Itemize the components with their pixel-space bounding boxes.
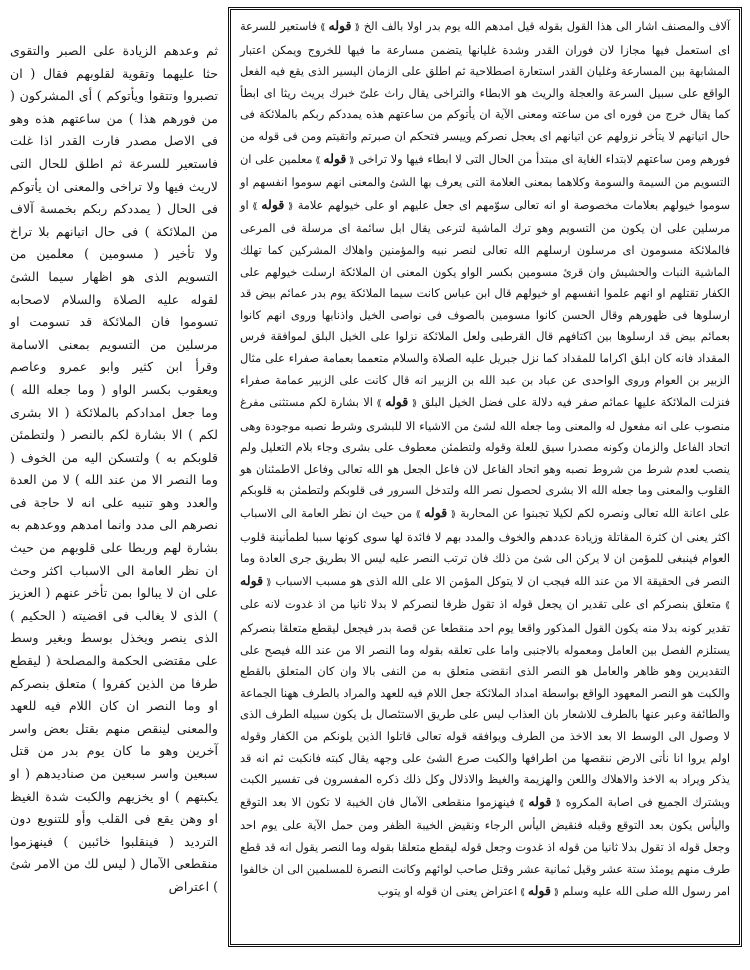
commentary-text: فاستعير للسرعة اى استعمل فيها مجازا لان فوران القدر وشدة غليانها يتضمن مسارعة ما فيها للخروج ويمكن اعتبار المشابهة بين المسارعة وغليان القدر استعارة اصطلاحية ثم اطلق على الزمان اليسير الذى يقع فيه الفعل الواقع على سبيل السرعة والعجلة والريث هو الابطاء والتراخى يقال راث علىّ خبرك يريث ريثا اى ابطأ كما يقال خرج من فوره اى من ساعته ومعنى الآية ان يأتوكم من ساعتهم هذه يمددكم ربكم بالملائكة فى حال اتيانهم لا يتأخر نزولهم عن اتيانهم اى يعجل نصركم وييسر فتحكم ان صبرتم واتقيتم ومن فى قوله من فورهم ومن ساعتهم لابتداء الغاية اى مبتدأ من الحال التى لا ابطاء فيها ولا تراخى <box>240 20 730 166</box>
margin-commentary <box>10 40 218 899</box>
commentary-keyword: قوله <box>385 394 409 410</box>
margin-commentary-text: ثم وعدهم الزيادة على الصبر والتقوى حثا عليهما وتقوية لقلوبهم فقال ( ان تصبروا وتتقوا ويأتوكم ) أى المشركون ( من فورهم هذا ) من ساعتهم هذه وهو فى الاصل مصدر فارت القدر اذا غلت فاستعير للسرعة ثم اطلق للحال التى لاريث فيها ولا تراخى والمعنى ان يأتوكم فى الحال ( يمددكم ربكم بخمسة آلاف من الملائكة ) فى حال اتيانهم بلا تراخ ولا تأخير ( مسومين ) معلمين من التسويم الذى هو اظهار سيما الشئ لقوله عليه الصلاة والسلام لاصحابه تسوموا فان الملائكة قد تسومت او مرسلين من التسويم بمعنى الاسامة وقرأ ابن كثير وابو عمرو وعاصم ويعقوب بكسر الواو ( وما جعله الله ) وما جعل امدادكم بالملائكة ( الا بشرى لكم ) الا بشارة لكم بالنصر ( ولتطمئن قلوبكم به ) ولتسكن اليه من الخوف ( وما النصر الا من عند الله ) لا من العدة والعدد وهو تنبيه على انه لا حاجة فى نصرهم الى مدد وانما امدهم ووعدهم به بشارة لهم وربطا على قلوبهم من حيث ان نظر العامة الى الاسباب اكثر وحث على ان لا يبالوا بمن تأخر عنهم ( العزيز ) الذى لا يغالب فى اقضيته ( الحكيم ) الذى ينصر ويخذل بوسط وبغير وسط على مقتضى الحكمة والمصلحة ( ليقطع طرفا من الذين كفروا ) متعلق بنصركم او وما النصر ان كان اللام فيه للعهد والمعنى لينقص منهم بقتل بعض واسر آخرين وهو ما كان يوم بدر من قتل سبعين واسر سبعين من صناديدهم ( او يكبتهم ) او يخزيهم والكبت شدة الغيظ او وهن يقع فى القلب وأو للتنويع دون الترديد ( فينقلبوا خائبين ) فينهزموا منقطعى الآمال ( ليس لك من الامر شئ ) اعتراض <box>10 43 218 894</box>
commentary-keyword: قوله <box>323 150 347 166</box>
commentary-keyword: قوله <box>261 196 285 212</box>
ornament-open-icon: ⟪ <box>550 888 559 899</box>
commentary-text: اعتراض يعنى ان قوله او يتوب <box>377 885 518 899</box>
ornament-close-icon: ⟫ <box>721 601 730 612</box>
ornament-close-icon: ⟫ <box>514 798 529 809</box>
ornament-open-icon: ⟪ <box>284 201 294 212</box>
ornament-close-icon: ⟫ <box>412 510 425 521</box>
main-commentary <box>240 15 730 905</box>
commentary-text: آلاف والمصنف اشار الى هذا القول بقوله قيل امدهم الله يوم بدر اولا بالف الخ <box>359 20 730 33</box>
commentary-text: او مرسلين على ان يكون من التسويم وهو ترك الماشية لترعى يقال ابل سائمة اى مرسلة فى المرعى فالملائكة مسومون اى مرسلون ارسلهم الله تعالى لنصر نبيه والمؤمنين واهلاك المشركين كما تهلك الماشية النبات والحشيش وان قرئ مسومين بكسر الواو يكون المعنى ان الملائكة ارسلت خيولهم على الكفار تقتلهم او انهم علموا انفسهم او خيولهم قال ابن عباس كانت سيما الملائكة يوم بدر عمائم بيض قد ارسلوها فى ظهورهم وقال الحسن كانوا مسومين بالصوف فى نواصى الخيل واذنابها وروى انهم كانوا بعمائم بيض قد ارسلوها بين اكتافهم قال القرطبى ولعل الملائكة نزلوا على الخيل البلق لموافقة فرس المقداد فانه كان ابلق اكراما للمقداد كما نزل جبريل عليه الصلاة والسلام متعمما بعمامة صفراء على مثال الزبير بن العوام وروى الواحدى عن عباد بن عبد الله بن الزبير انه قال كانت على الزبير عمامة صفراء فنزلت الملائكة عليها عمائم صفر فيه دلالة على فضل الخيل البلق <box>240 198 730 410</box>
ornament-close-icon: ⟫ <box>312 155 324 166</box>
ornament-close-icon: ⟫ <box>372 399 386 410</box>
commentary-keyword: قوله <box>527 883 551 899</box>
ornament-open-icon: ⟪ <box>551 798 561 809</box>
commentary-keyword: قوله <box>328 18 352 33</box>
ornament-close-icon: ⟫ <box>317 23 329 33</box>
ornament-open-icon: ⟪ <box>351 23 360 33</box>
commentary-text: فينهزموا منقطعى الآمال فان الخيبة لا تكون الا بعد التوقع واليأس يكون بعد التوقع وقبله فنقيض اليأس الرجاء ونقيض الخيبة الظفر ومن حمل الآية على يوم احد وجعل قوله اذ تقول بدلا ثانيا من قوله اذ غدوت وجعل قوله ليقطع متعلقا بقوله وما النصر يقول انه قد قطع طرف منهم يومئذ ستة عشر وقيل ثمانية عشر وقتل صاحب لوائهم وكانت النصرة للمسلمين الى ان خالفوا امر رسول الله صلى الله عليه وسلم <box>240 795 730 899</box>
commentary-text: الا بشارة لكم مستثنى مفرغ منصوب على انه مفعول له والمعنى وما جعله الله لشئ من الاشياء الا للبشرى وشرط نصبه موجودة وهى اتحاد الفاعل والزمان وكونه مصدرا سيق للعلة وقوله ولتطمئن معطوف على بشرى وجاء بلام التعليل ولم ينصب لعدم شرط من شروط نصبه وهو اتحاد الفاعل لان فاعل الجعل هو الله تعالى وفاعل الاطمئنان هو القلوب والمعنى وما جعله الله الا بشرى لحصول نصر الله ولتدخل السرور فى قلوبكم ولتطمئن به قلوبكم على اعانة الله تعالى ونصره لكم لكيلا تجبنوا عن المحاربة <box>240 396 731 521</box>
main-text-frame <box>228 7 742 947</box>
commentary-text: من حيث ان نظر العامة الى الاسباب اكثر يعنى ان كثرة المقاتلة وزيادة عددهم والخوف والمدد بهم لا فائدة لها سوى كونها سببا لطمأنينة قلوب العوام فينبغى للمؤمن ان لا يركن الى شئ من ذلك فان ترتب النصر عليه ليس الا بطريق جرى العادة وما النصر فى الحقيقة الا من عند الله فيجب ان لا يتوكل المؤمن الا على الله الذى هو مسبب الاسباب <box>240 507 730 588</box>
main-commentary-paragraph <box>240 15 730 905</box>
ornament-open-icon: ⟪ <box>447 510 456 521</box>
commentary-text: معلمين على ان التسويم من السيمة والسومة وكلاهما بمعنى العلامة التى يعرف بها الشئ والمعنى انهم سوموا انفسهم او سوموا خيولهم بعلامات مخصوصة او انه تعالى سوّمهم اى جعل عليهم او على خيولهم علامة <box>240 152 730 212</box>
ornament-close-icon: ⟫ <box>248 201 262 212</box>
ornament-close-icon: ⟫ <box>517 888 528 899</box>
commentary-keyword: قوله <box>528 793 552 809</box>
ornament-open-icon: ⟪ <box>346 155 355 166</box>
commentary-keyword: قوله <box>240 572 264 588</box>
ornament-open-icon: ⟪ <box>263 577 272 588</box>
ornament-open-icon: ⟪ <box>408 399 417 410</box>
commentary-keyword: قوله <box>424 505 448 521</box>
commentary-text: متعلق بنصركم اى على تقدير ان يجعل قوله اذ تقول ظرفا لنصركم لا بدلا ثانيا من اذ غدوت لانه على تقدير كونه بدلا منه يكون القول المذكور واقعا يوم احد منقطعا عن قصة بدر فيجعل ليقطع متعلقا بنصركم يستلزم الفصل بين العامل ومعموله بالاجنبى واما على تعلقه بقوله وما النصر الا من عند الله فيصح على التقديرين وهو ظاهر والعامل هو النصر الذى انقضى متعلق به من النفى بالا وان كان المتعلق بالقطع والكبت هو النصر المعهود الواقع بواسطة امداد الملائكة جعل اللام فيه للعهد والمراد بالطرف ههنا الجماعة والطائفة وعبر عنها بالطرف للاشعار بان العذاب ليس على طريق الاستئصال بل يكون سبيله الطرف الذى لا وصول الى الوسط الا بعد الاخذ من الطرف ويوافقه قوله تعالى قاتلوا الذين يلونكم من الكفار وقوله اولم يروا انا نأتى الارض ننقصها من اطرافها والكبت صرع الشئ على وجهه يقال كبته فانكبت ثم انه قد يذكر ويراد به الاخذ والاهلاك واللعن والهزيمة والغيظ والاذلال وكل ذلك ذكره المفسرون فى تفسير الكبت ويشترك الجميع فى اصابة المكروه <box>240 598 731 809</box>
